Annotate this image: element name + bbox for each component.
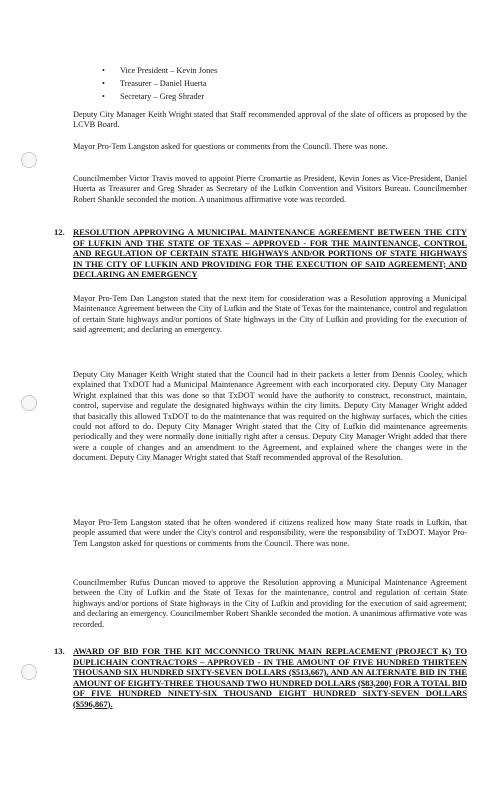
officer-list — [102, 64, 217, 103]
list-item: • Treasurer – Daniel Huerta — [102, 79, 207, 88]
item-heading-12: RESOLUTION APPROVING A MUNICIPAL MAINTENANCE AGREEMENT BETWEEN THE CITY OF LUFKIN AND THE STATE OF TEXAS – APPROVED - FOR THE MAINTENANCE, CONTROL AND REGULATION OF CERTAIN STATE HIGHWAYS AND/OR PORTIONS OF STATE HIGHWAYS IN THE CITY OF LUFKIN AND PROVIDING FOR THE EXECUTION OF SAID AGREEMENT; AND DECLARING AN EMERGENCY — [73, 227, 467, 279]
paragraph-motion-officers: Councilmember Victor Travis moved to appoint Pierre Cromartie as President, Kevin Jones as Vice-President, Daniel Huerta as Treasurer and Greg Shrader as Secretary of the Lufkin Convention and Visitors Bureau. Councilmember Robert Shankle seconded the motion. A unanimous affirmative vote was recorded. — [73, 174, 467, 204]
paragraph-txdot-explanation: Deputy City Manager Keith Wright stated that the Council had in their packets a letter from Dennis Cooley, which explained that TxDOT had a Municipal Maintenance Agreement with each incorporated city. Deputy City Manager Wright explained that this was done so that TxDOT would have the authority to construct, reconstruct, maintain, control, supervise and regulate the designated highways within the city limits. Deputy City Manager Wright added that basically this allowed TxDOT to do the maintenance that was required on the highway surfaces, which the cities could not afford to do. Deputy City Manager Wright stated that the City of Lufkin did maintenance agreements periodically and they were normally done initially right after a census. Deputy City Manager Wright added that there were a couple of changes and an amendment to the Agreement, and explained where the changes were in the document. Deputy City Manager Wright stated that Staff recommended approval of the Resolution. — [73, 370, 467, 463]
list-item: • Secretary – Greg Shrader — [102, 92, 205, 101]
bullet-icon: • — [102, 66, 105, 75]
bullet-icon: • — [102, 79, 105, 88]
punch-hole-bottom — [21, 664, 37, 680]
item-number-13: 13. — [54, 646, 65, 656]
punch-hole-middle — [21, 395, 37, 411]
paragraph-resolution-intro: Mayor Pro-Tem Dan Langston stated that the next item for consideration was a Resolution approving a Municipal Maintenance Agreement between the City of Lufkin and the State of Texas for the maintenance, control and regulation of certain State highways and/or portions of State highways in the City of Lufkin and providing for the execution of said agreement; and declaring an emergency. — [73, 294, 467, 335]
list-item: • Vice President – Kevin Jones — [102, 66, 218, 75]
paragraph-staff-recommendation: Deputy City Manager Keith Wright stated that Staff recommended approval of the slate of officers as proposed by the LCVB Board. — [73, 110, 467, 130]
item-number-12: 12. — [54, 227, 65, 237]
item-heading-13: AWARD OF BID FOR THE KIT MCCONNICO TRUNK MAIN REPLACEMENT (PROJECT K) TO DUPLICHAIN CONTRACTORS – APPROVED - IN THE AMOUNT OF FIVE HUNDRED THIRTEEN THOUSAND SIX HUNDRED SIXTY-SEVEN DOLLARS ($513,667), AND AN ALTERNATE BID IN THE AMOUNT OF EIGHTY-THREE THOUSAND TWO HUNDRED DOLLARS ($83,200) FOR A TOTAL BID OF FIVE HUNDRED NINETY-SIX THOUSAND EIGHT HUNDRED SIXTY-SEVEN DOLLARS ($596,867). — [73, 646, 467, 709]
punch-hole-top — [21, 152, 37, 168]
bullet-icon: • — [102, 92, 105, 101]
paragraph-state-roads: Mayor Pro-Tem Langston stated that he often wondered if citizens realized how many State roads in Lufkin, that people assumed that were under the City's control and responsibility, were the responsibility of TxDOT. Mayor Pro-Tem Langston asked for questions or comments from the Council. There was none. — [73, 518, 467, 548]
paragraph-council-questions: Mayor Pro-Tem Langston asked for questions or comments from the Council. There was none. — [73, 142, 388, 151]
paragraph-motion-resolution: Councilmember Rufus Duncan moved to approve the Resolution approving a Municipal Maintenance Agreement between the City of Lufkin and the State of Texas for the maintenance, control and regulation of certain State highways and/or portions of State highways in the City of Lufkin and providing for the execution of said agreement; and declaring an emergency. Councilmember Robert Shankle seconded the motion. A unanimous affirmative vote was recorded. — [73, 578, 467, 629]
